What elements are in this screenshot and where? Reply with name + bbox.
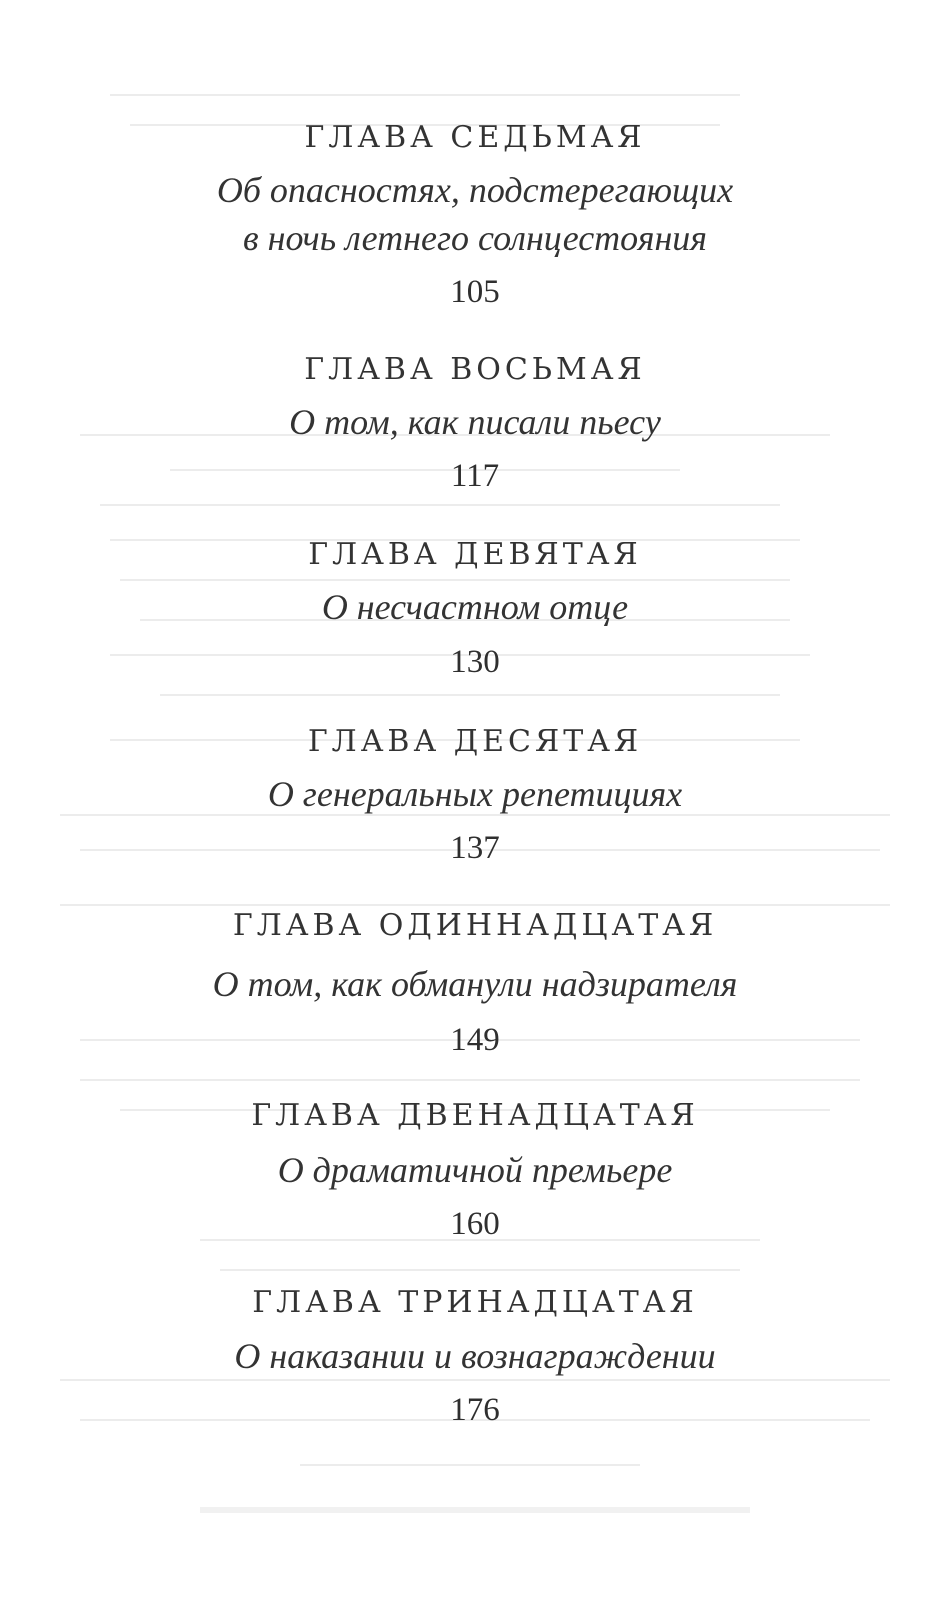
chapter-heading: ГЛАВА СЕДЬМАЯ	[304, 120, 646, 155]
chapter-page-number: 117	[450, 458, 500, 494]
chapter-page-number: 160	[450, 1206, 500, 1242]
chapter-heading: ГЛАВА ВОСЬМАЯ	[304, 352, 646, 387]
chapter-title-line: в ночь летнего солнцестояния	[242, 218, 708, 258]
chapter-title-line: О том, как обманули надзирателя	[212, 964, 738, 1004]
chapter-title	[0, 770, 950, 818]
chapter-title-line: О генеральных репетициях	[267, 774, 683, 814]
chapter-heading: ГЛАВА ТРИНАДЦАТАЯ	[252, 1285, 698, 1320]
chapter-page-number: 130	[450, 644, 500, 680]
chapter-heading: ГЛАВА ДВЕНАДЦАТАЯ	[251, 1098, 699, 1133]
chapter-title-line: О несчастном отце	[321, 587, 629, 627]
chapter-title	[0, 1332, 950, 1380]
chapter-title-line: Об опасностях, подстерегающих	[216, 170, 734, 210]
chapter-title	[0, 583, 950, 631]
chapter-page-number: 137	[450, 830, 500, 866]
chapter-title-line: О наказании и вознаграждении	[234, 1336, 716, 1376]
chapter-page-number: 149	[450, 1022, 500, 1058]
chapter-title	[0, 1146, 950, 1194]
chapter-heading: ГЛАВА ДЕВЯТАЯ	[308, 537, 642, 572]
chapter-page-number: 105	[450, 274, 500, 310]
chapter-heading: ГЛАВА ОДИННАДЦАТАЯ	[232, 908, 718, 943]
chapter-heading: ГЛАВА ДЕСЯТАЯ	[307, 724, 643, 759]
chapter-title	[0, 960, 950, 1008]
chapter-page-number: 176	[450, 1392, 500, 1428]
chapter-title-line: О том, как писали пьесу	[289, 402, 661, 442]
chapter-title	[0, 398, 950, 446]
chapter-title	[0, 166, 950, 262]
chapter-title-line: О драматичной премьере	[277, 1150, 673, 1190]
